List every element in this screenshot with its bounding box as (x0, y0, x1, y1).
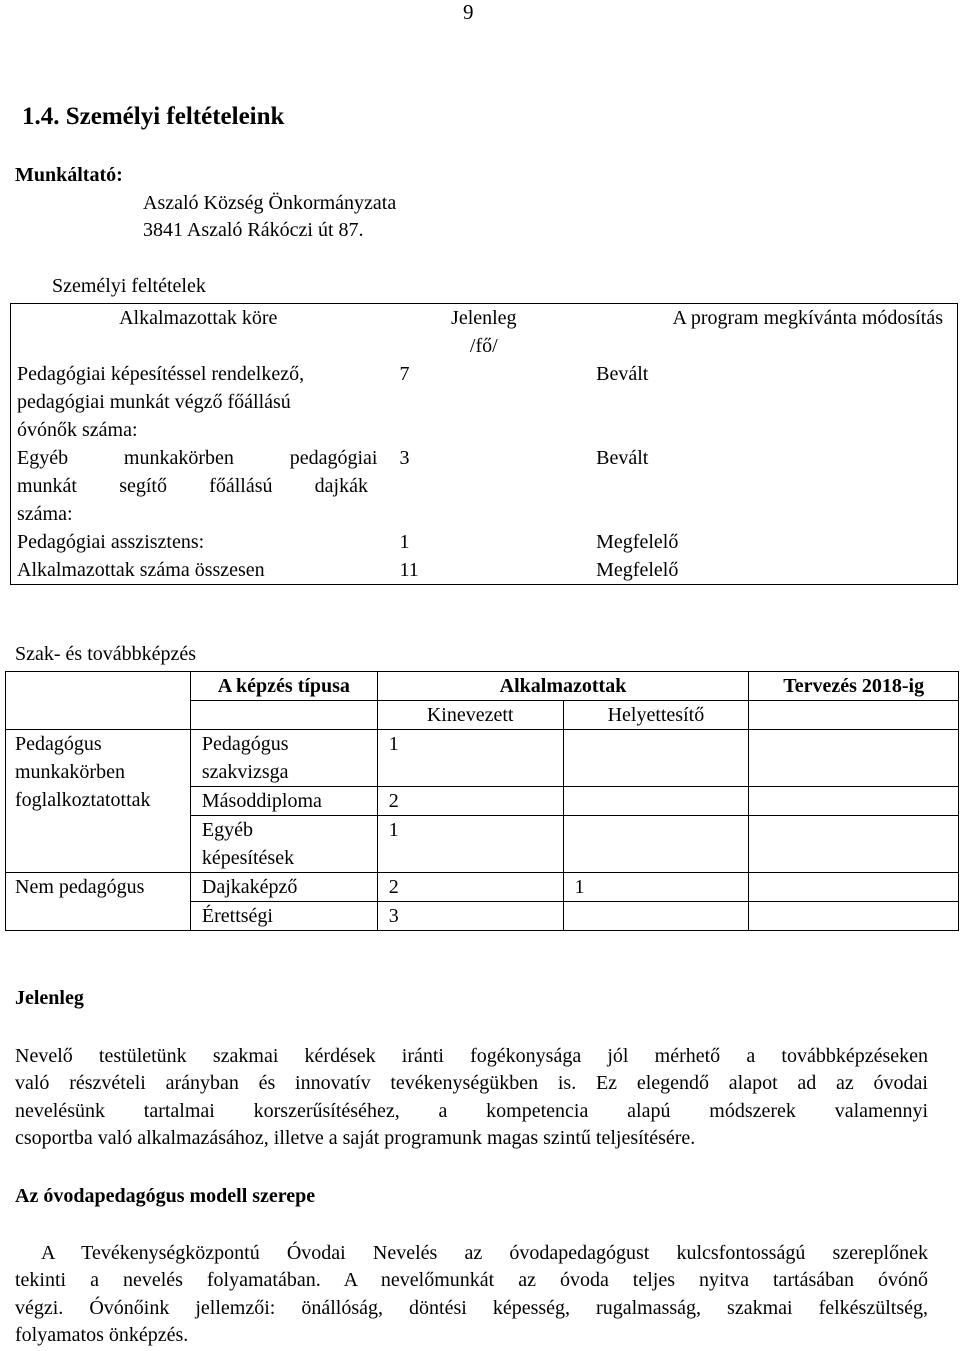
role-line: óvónők száma: (17, 419, 138, 441)
training-row (6, 730, 959, 787)
training-substitute (563, 902, 749, 931)
paragraph-line: csoportba való alkalmazásához, illetve a saját programunk magas szintű teljesítésére. (15, 1126, 696, 1149)
training-hired: 3 (377, 902, 563, 931)
training-header-substitute: Helyettesítő (563, 701, 749, 730)
training-type: Érettségi (190, 902, 377, 931)
paragraph-line: tekinti a nevelés folyamatában. A nevelőmunkát az óvoda teljes nyitva tartásában óvónő (15, 1269, 928, 1292)
role-line: száma: (17, 503, 73, 525)
training-hired: 1 (377, 730, 563, 787)
staff-role (11, 360, 386, 444)
staff-count: 3 (399, 447, 410, 469)
staff-row (11, 528, 958, 556)
header-count (385, 304, 582, 361)
training-hired: 2 (377, 787, 563, 816)
employer-label: Munkáltató: (15, 164, 123, 186)
training-plan (749, 816, 959, 873)
header-mod: A program megkívánta módosítás (672, 307, 943, 329)
model-paragraph (15, 1240, 928, 1349)
training-group-non-pedagogical: Nem pedagógus (6, 873, 191, 931)
role-line: munkát segítő főállású dajkák (17, 475, 368, 497)
current-paragraph (15, 1043, 928, 1152)
paragraph-line: végzi. Óvónőink jellemzői: önállóság, döntési képesség, rugalmasság, szakmai felkészültség, (15, 1296, 928, 1319)
training-header-hired: Kinevezett (377, 701, 563, 730)
type-line: Egyéb (201, 819, 253, 841)
staff-table (10, 303, 958, 585)
staff-row (11, 444, 958, 528)
training-type (190, 730, 377, 787)
training-header-plan: Tervezés 2018-ig (749, 672, 959, 701)
training-plan (749, 873, 959, 902)
page-number: 9 (463, 0, 474, 24)
employer-address: 3841 Aszaló Rákóczi út 87. (143, 219, 364, 241)
role-line: Egyéb munkakörben pedagógiai (17, 447, 378, 469)
training-caption: Szak- és továbbképzés (15, 643, 197, 665)
staff-status: Megfelelő (596, 531, 679, 553)
paragraph-line: való részvételi arányban és innovatív tevékenységükben is. Ez elegendő alapot ad az óvodai (15, 1072, 928, 1095)
type-line: Pedagógus (201, 733, 289, 755)
staff-count: 7 (399, 363, 410, 385)
training-type: Dajkaképző (190, 873, 377, 902)
staff-status: Bevált (596, 447, 649, 469)
current-heading: Jelenleg (15, 987, 84, 1009)
paragraph-line: Nevelő testületünk szakmai kérdések iránti fogékonysága jól mérhető a továbbképzéseken (15, 1045, 928, 1067)
training-header-blank (190, 701, 377, 730)
staff-role (11, 444, 386, 528)
model-heading: Az óvodapedagógus modell szerepe (15, 1185, 316, 1207)
staff-status: Megfelelő (596, 559, 679, 581)
training-substitute (563, 816, 749, 873)
staff-count: 11 (399, 559, 419, 581)
section-heading: 1.4. Személyi feltételeink (22, 103, 285, 130)
training-header-blank (749, 701, 959, 730)
staff-status: Bevált (596, 363, 649, 385)
staff-role: Pedagógiai asszisztens: (17, 531, 205, 553)
training-plan (749, 902, 959, 931)
training-row (6, 873, 959, 902)
training-type (190, 816, 377, 873)
training-header-employees: Alkalmazottak (377, 672, 749, 701)
header-count-line1: Jelenleg (451, 307, 517, 329)
training-plan (749, 787, 959, 816)
training-header-type: A képzés típusa (190, 672, 377, 701)
paragraph-line: A Tevékenységközpontú Óvodai Nevelés az óvodapedagógust kulcsfontosságú szereplőnek (15, 1242, 928, 1264)
training-group-pedagogical (6, 730, 191, 873)
staff-count: 1 (399, 531, 410, 553)
training-substitute (563, 730, 749, 787)
training-table (5, 671, 959, 931)
type-line: képesítések (201, 847, 295, 869)
staff-table-caption: Személyi feltételek (52, 275, 206, 297)
employer-name: Aszaló Község Önkormányzata (143, 192, 397, 214)
training-plan (749, 730, 959, 787)
staff-row (11, 556, 958, 585)
training-hired: 1 (377, 816, 563, 873)
training-substitute (563, 787, 749, 816)
role-line: Pedagógiai képesítéssel rendelkező, (17, 363, 305, 385)
header-count-line2: /fő/ (469, 335, 498, 357)
training-hired: 2 (377, 873, 563, 902)
role-line: pedagógiai munkát végző főállású (17, 391, 291, 413)
training-substitute: 1 (563, 873, 749, 902)
paragraph-line: folyamatos önképzés. (15, 1323, 189, 1346)
training-type: Másoddiploma (190, 787, 377, 816)
type-line: szakvizsga (201, 761, 289, 783)
staff-row (11, 360, 958, 444)
staff-table-header (11, 304, 958, 361)
group-line: munkakörben (15, 761, 125, 783)
group-line: foglalkoztatottak (15, 789, 151, 811)
training-corner (6, 672, 191, 730)
paragraph-line: nevelésünk tartalmai korszerűsítéséhez, a kompetencia alapú módszerek valamennyi (15, 1099, 928, 1122)
header-role: Alkalmazottak köre (119, 307, 278, 329)
staff-role: Alkalmazottak száma összesen (17, 559, 265, 581)
group-line: Pedagógus (15, 733, 102, 755)
